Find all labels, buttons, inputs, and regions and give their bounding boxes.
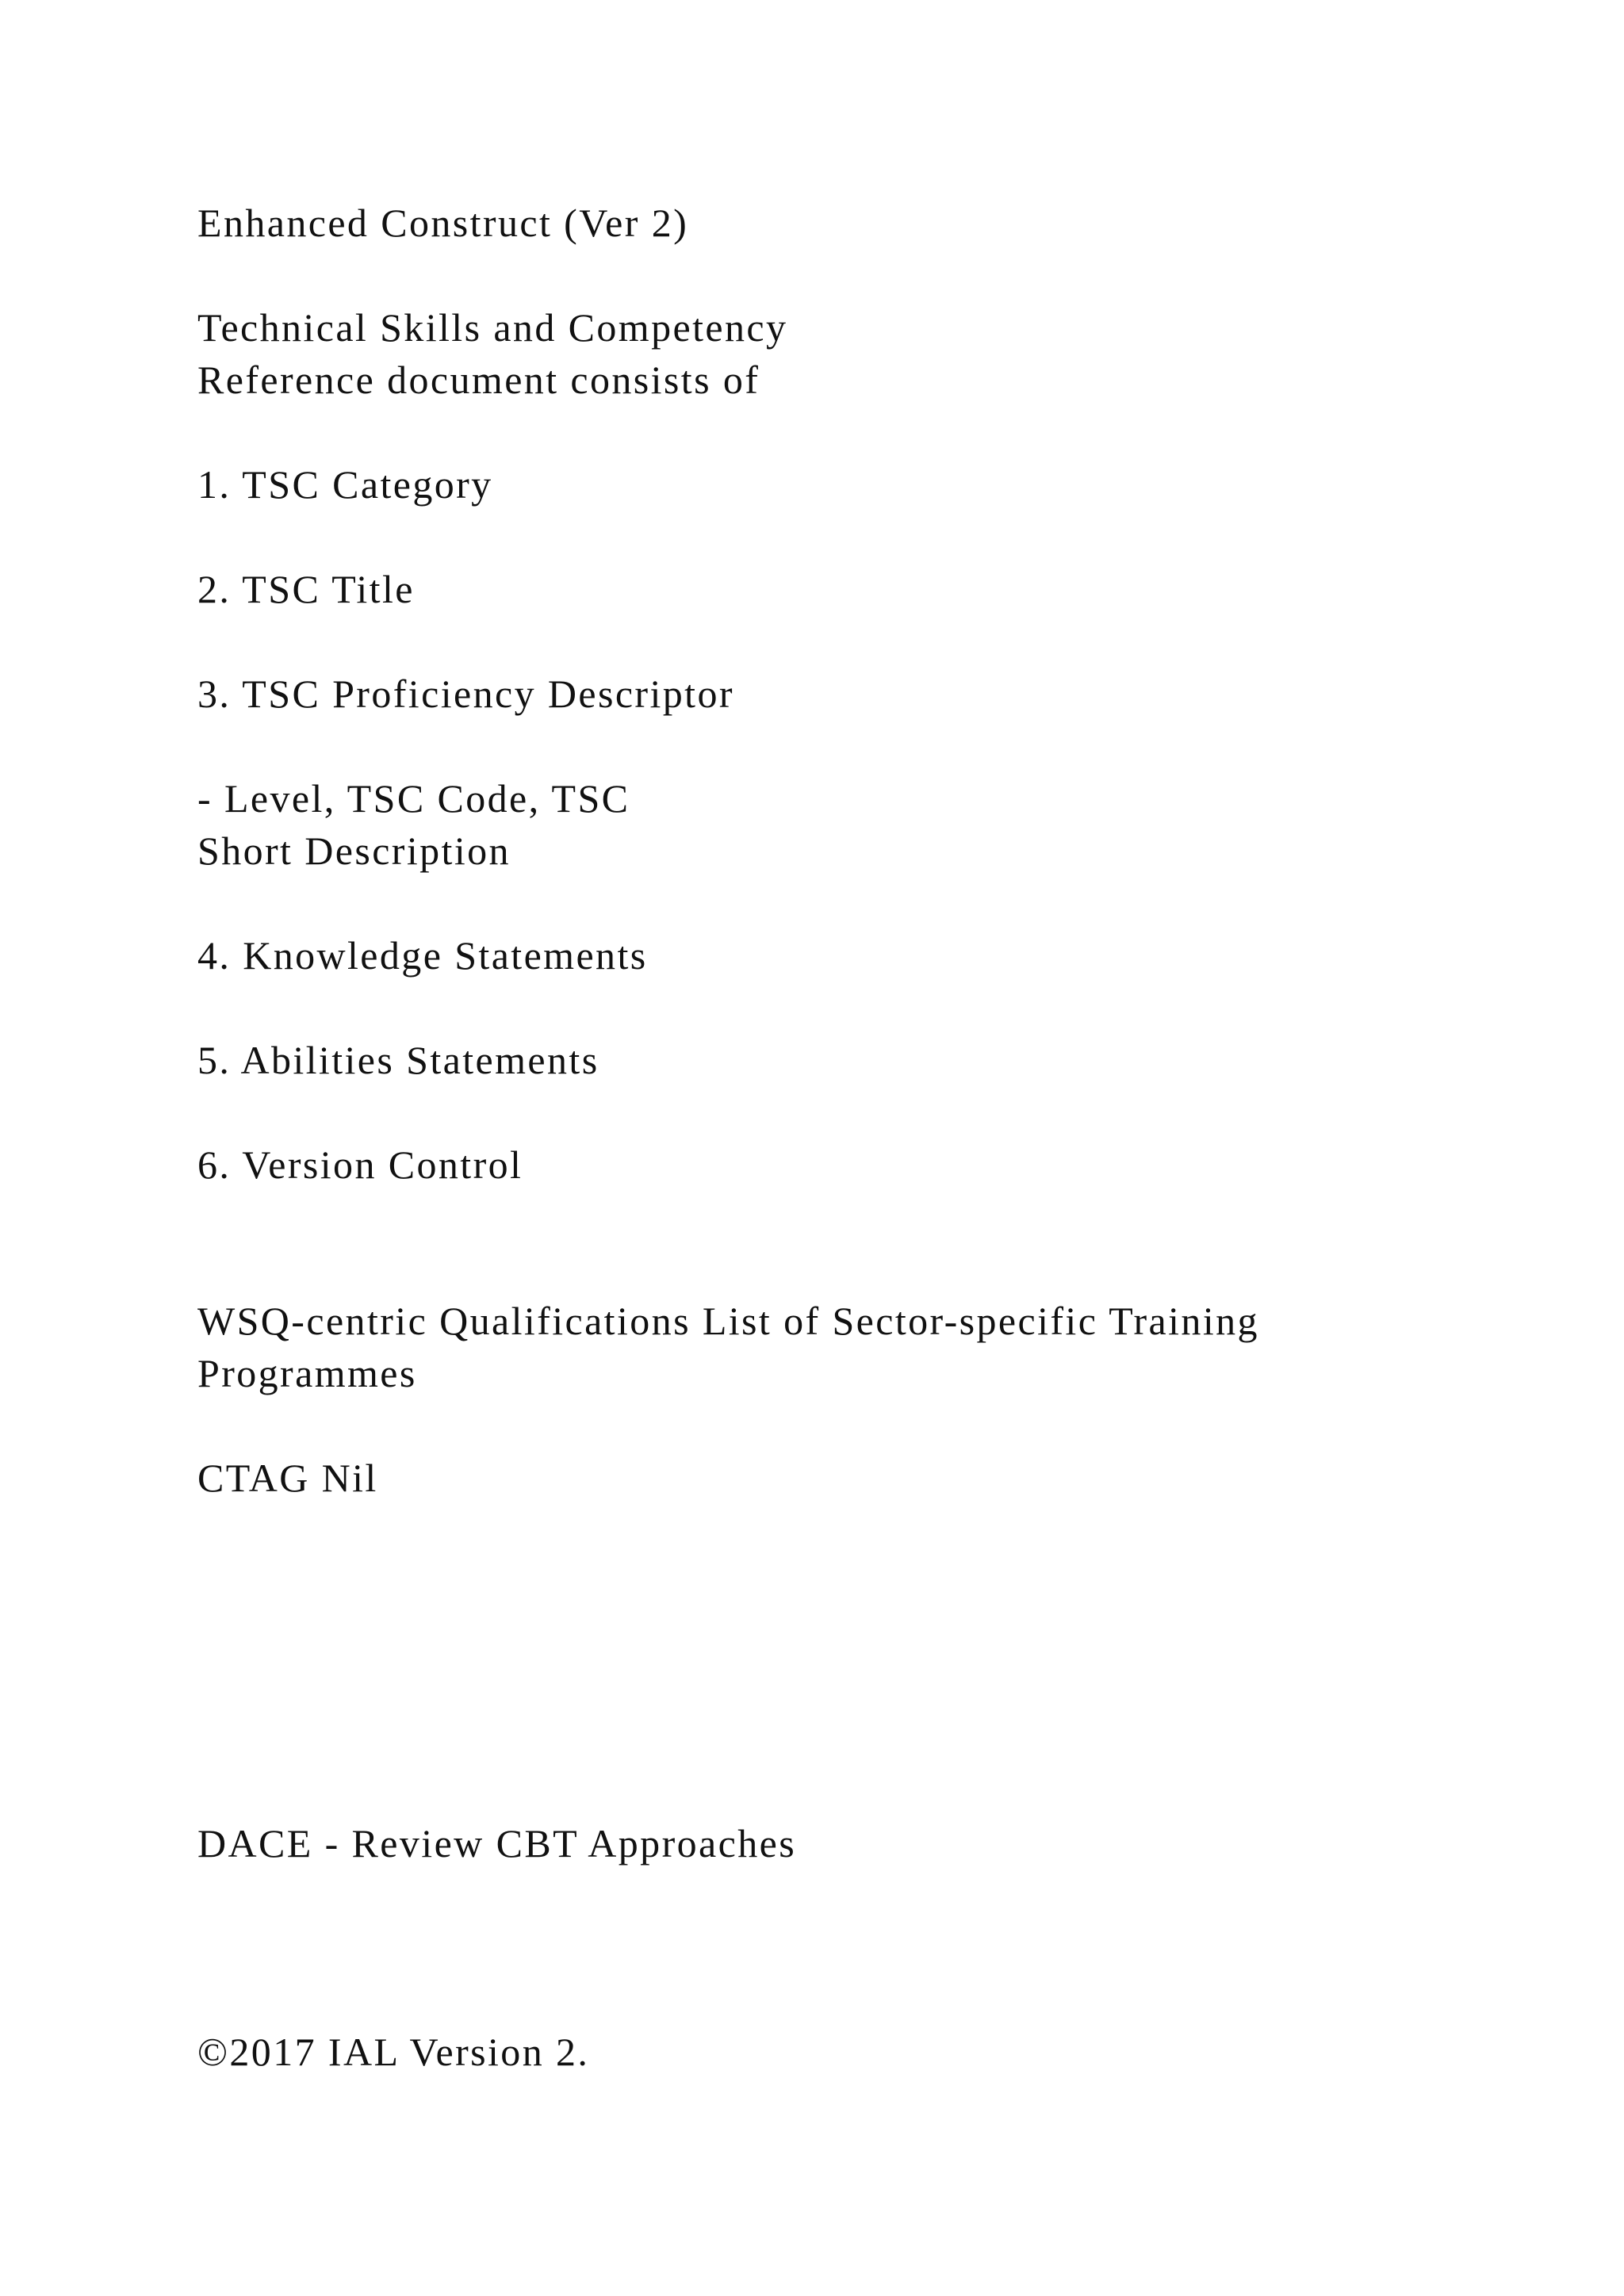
wsq-line-2: Programmes [197,1351,417,1395]
copyright-line: ©2017 IAL Version 2. [197,2030,590,2074]
document-title: Enhanced Construct (Ver 2) [197,201,689,245]
sub-item-line-1: - Level, TSC Code, TSC [197,776,630,821]
list-item-tsc-category: 1. TSC Category [197,462,493,507]
wsq-line-1: WSQ-centric Qualifications List of Sector-specific Training [197,1299,1259,1343]
list-item-knowledge-statements: 4. Knowledge Statements [197,933,648,978]
list-item-abilities-statements: 5. Abilities Statements [197,1038,599,1082]
list-item-tsc-title: 2. TSC Title [197,567,415,611]
sub-item-line-2: Short Description [197,828,511,873]
list-item-tsc-proficiency-descriptor: 3. TSC Proficiency Descriptor [197,672,734,716]
dace-line: DACE - Review CBT Approaches [197,1821,797,1866]
intro-line-1: Technical Skills and Competency [197,305,788,350]
list-item-version-control: 6. Version Control [197,1142,523,1187]
intro-line-2: Reference document consists of [197,358,760,402]
ctag-line: CTAG Nil [197,1456,378,1500]
